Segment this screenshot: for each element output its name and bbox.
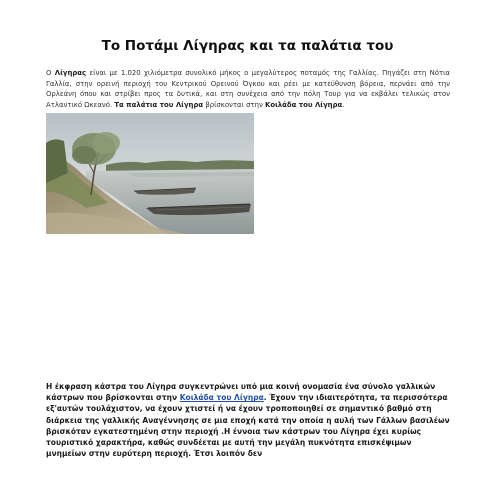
page-title: Το Ποτάμι Λίγηρας και τα παλάτια του <box>101 38 394 54</box>
intro-article: Ο <box>46 69 55 77</box>
intro-paragraph <box>46 68 450 110</box>
intro-mid: βρίσκονται στην <box>203 100 266 109</box>
intro-end: . <box>342 100 345 109</box>
intro-palaces: Τα παλάτια του Λίγηρα <box>114 100 204 109</box>
body-part2: . Έχουν την ιδιαιτερότητα, τα περισσότερα εξ'αυτών τουλάχιστον, να έχουν χτιστεί ή να έχουν τροποποιηθεί σε σημαντικό βαθμό στη διάρκεια της γαλλικής Αναγέννησης σε μια εποχή κατά την οποία η αυλή των Γάλλων βασιλέων βρισκόταν εγκατεστημένη στην περιοχή .Η έννοια των κάστρων του Λίγηρα έχει κυρίως τουριστικό χαρακτήρα, καθώς συνδέεται με αυτή την μεγάλη πυκνότητα επισκέψιμων μνημείων στην ευρύτερη περιοχή. Έτσι λοιπόν δεν <box>46 393 450 459</box>
body-part1: Η έκφραση κάστρα του Λίγηρα συγκεντρώνει υπό μια κοινή ονομασία ένα σύνολο γαλλικών κάστρων που βρίσκονται στην <box>46 382 436 403</box>
intro-river-name: Λίγηρας <box>54 69 87 77</box>
river-photo <box>46 113 254 234</box>
intro-valley: Κοιλάδα του Λίγηρα <box>265 100 343 109</box>
body-paragraph <box>46 381 450 459</box>
intro-text: είναι με 1.020 χιλιόμετρα συνολικό μήκος ο μεγαλύτερος ποταμός της Γαλλίας. Πηγάζει στη Νότια Γαλλία, στην ορεινή περιοχή του Κεντρικού Ορεινού Όγκου και ρέει με κατεύθυνση βόρεια, περνάει από την Ορλεάνη όπου και στρίβει προς τα δυτικά, και στη συνέχεια από την πόλη Τουρ για να εκβάλει τελικώς στον Ατλαντικό Ωκεανό. <box>46 69 450 109</box>
loire-valley-link[interactable]: Κοιλάδα του Λίγηρα <box>179 393 264 403</box>
